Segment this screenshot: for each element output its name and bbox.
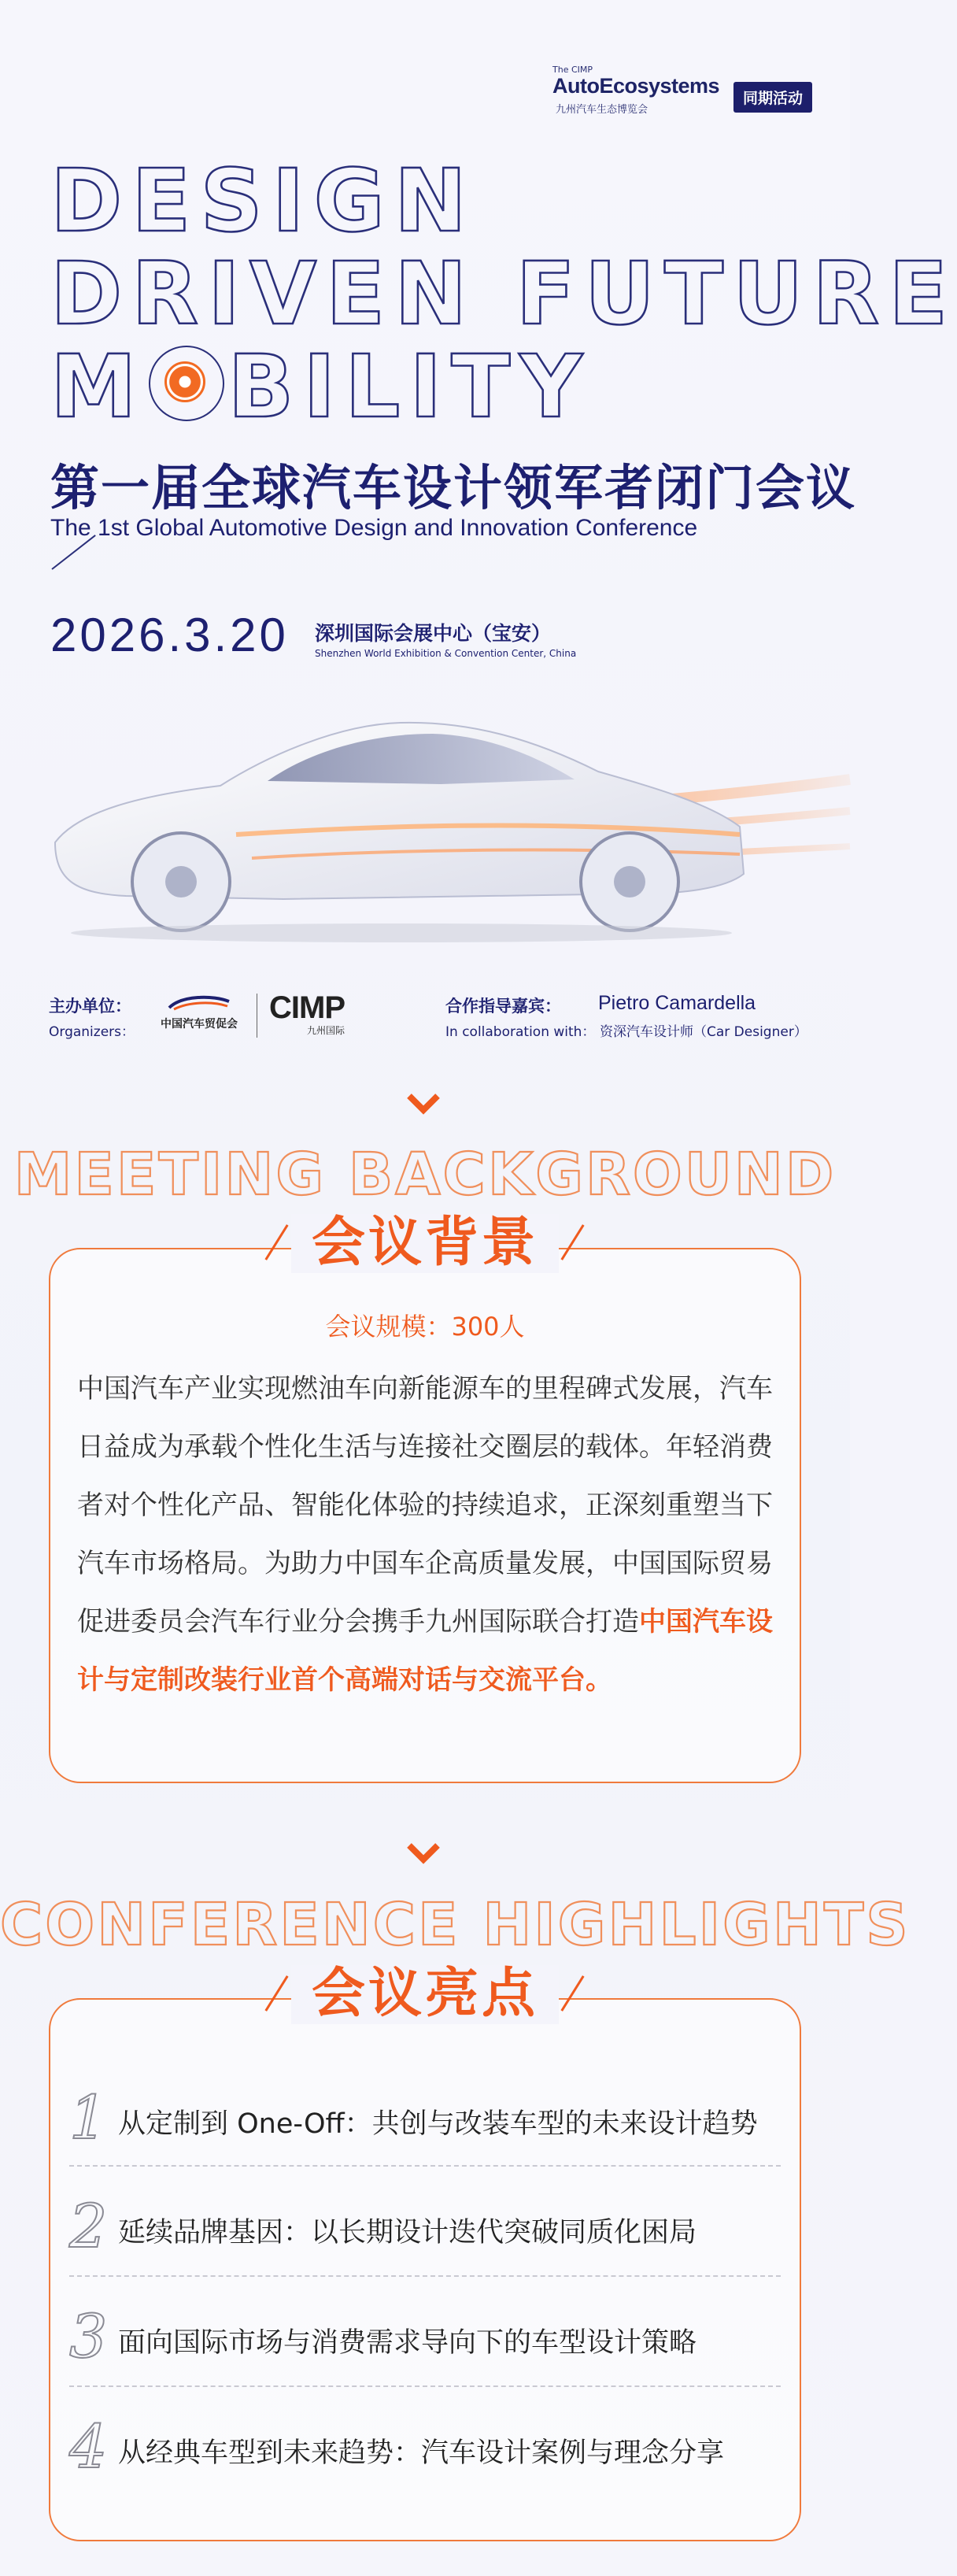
hero-line-3: [50, 336, 592, 437]
cimp-mark: CIMP: [269, 990, 345, 1025]
highlight-text: 从定制到 One-Off：共创与改装车型的未来设计趋势: [118, 2108, 758, 2140]
logo-name: AutoEcosystems: [552, 74, 720, 98]
organizers-label-cn: 主办单位：: [49, 997, 131, 1016]
hero-line-3-end: BILITY: [227, 336, 592, 437]
hero-line-1: DESIGN: [50, 150, 476, 251]
highlight-item: [69, 2301, 793, 2371]
dashed-divider: [69, 2385, 781, 2387]
conference-scale: 会议规模：300人: [325, 1312, 525, 1342]
highlight-item: [69, 2191, 793, 2261]
chevron-down-icon: [406, 1842, 441, 1866]
concurrent-event-badge: 同期活动: [733, 82, 812, 113]
highlight-item: [69, 2082, 793, 2152]
background-title-wrap: [0, 1214, 850, 1273]
highlight-number: 3: [69, 2301, 108, 2371]
logo-pre-text: The CIMP: [552, 65, 593, 75]
logo-subtitle: 九州汽车生态博览会: [556, 104, 648, 116]
collab-role: 资深汽车设计师（Car Designer）: [600, 1024, 807, 1040]
background-outline-title: MEETING BACKGROUND: [13, 1141, 837, 1208]
org1-name: 中国汽车贸促会: [161, 1018, 238, 1031]
autoecosystems-logo: [552, 65, 812, 120]
collab-label-cn: 合作指导嘉宾：: [445, 997, 561, 1016]
background-title: 会议背景: [291, 1214, 559, 1273]
caam-trade-logo: [153, 994, 245, 1038]
highlight-number: 2: [69, 2191, 108, 2261]
highlights-title-wrap: [0, 1965, 850, 2024]
venue-cn: 深圳国际会展中心（宝安）: [315, 622, 552, 645]
lens-o-icon: [149, 346, 224, 421]
conference-title-cn: 第一届全球汽车设计领军者闭门会议: [50, 459, 857, 516]
organizers-label-en: Organizers：: [49, 1024, 135, 1040]
highlight-text: 从经典车型到未来趋势：汽车设计案例与理念分享: [118, 2437, 725, 2469]
background-paragraph: [77, 1360, 773, 1709]
dashed-divider: [69, 2275, 781, 2277]
car-illustration: [31, 693, 850, 953]
conference-title-en: The 1st Global Automotive Design and Innovation Conference: [50, 515, 698, 541]
collab-label-en: In collaboration with：: [445, 1024, 596, 1040]
org2-name: 九州国际: [307, 1025, 345, 1036]
highlight-number: 1: [69, 2082, 108, 2152]
highlight-item: [69, 2411, 793, 2482]
background-text: 中国汽车产业实现燃油车向新能源车的里程碑式发展，汽车日益成为承载个性化生活与连接社交圈层的载体。年轻消费者对个性化产品、智能化体验的持续追求，正深刻重塑当下汽车市场格局。为助力中国车企高质量发展，中国国际贸易促进委员会汽车行业分会携手九州国际联合打造: [77, 1373, 773, 1638]
highlight-text: 延续品牌基因：以长期设计迭代突破同质化困局: [118, 2217, 697, 2248]
highlights-outline-title: CONFERENCE HIGHLIGHTS: [0, 1891, 911, 1959]
highlight-text: 面向国际市场与消费需求导向下的车型设计策略: [118, 2327, 697, 2359]
highlight-number: 4: [69, 2411, 108, 2482]
collab-name: Pietro Camardella: [598, 992, 756, 1014]
dashed-divider: [69, 2165, 781, 2167]
highlights-title: 会议亮点: [291, 1965, 559, 2024]
event-date: 2026.3.20: [50, 609, 289, 661]
trade-logo-icon: [166, 994, 232, 1012]
background-highlight: 中国汽车设计与定制改装行业首个高端对话与交流平台。: [77, 1606, 773, 1696]
chevron-down-icon: [406, 1093, 441, 1116]
hero-line-3-start: M: [50, 336, 146, 437]
cimp-logo: [269, 992, 364, 1039]
venue-en: Shenzhen World Exhibition & Convention Center, China: [315, 648, 577, 659]
hero-line-2: DRIVEN FUTURE: [50, 243, 957, 344]
